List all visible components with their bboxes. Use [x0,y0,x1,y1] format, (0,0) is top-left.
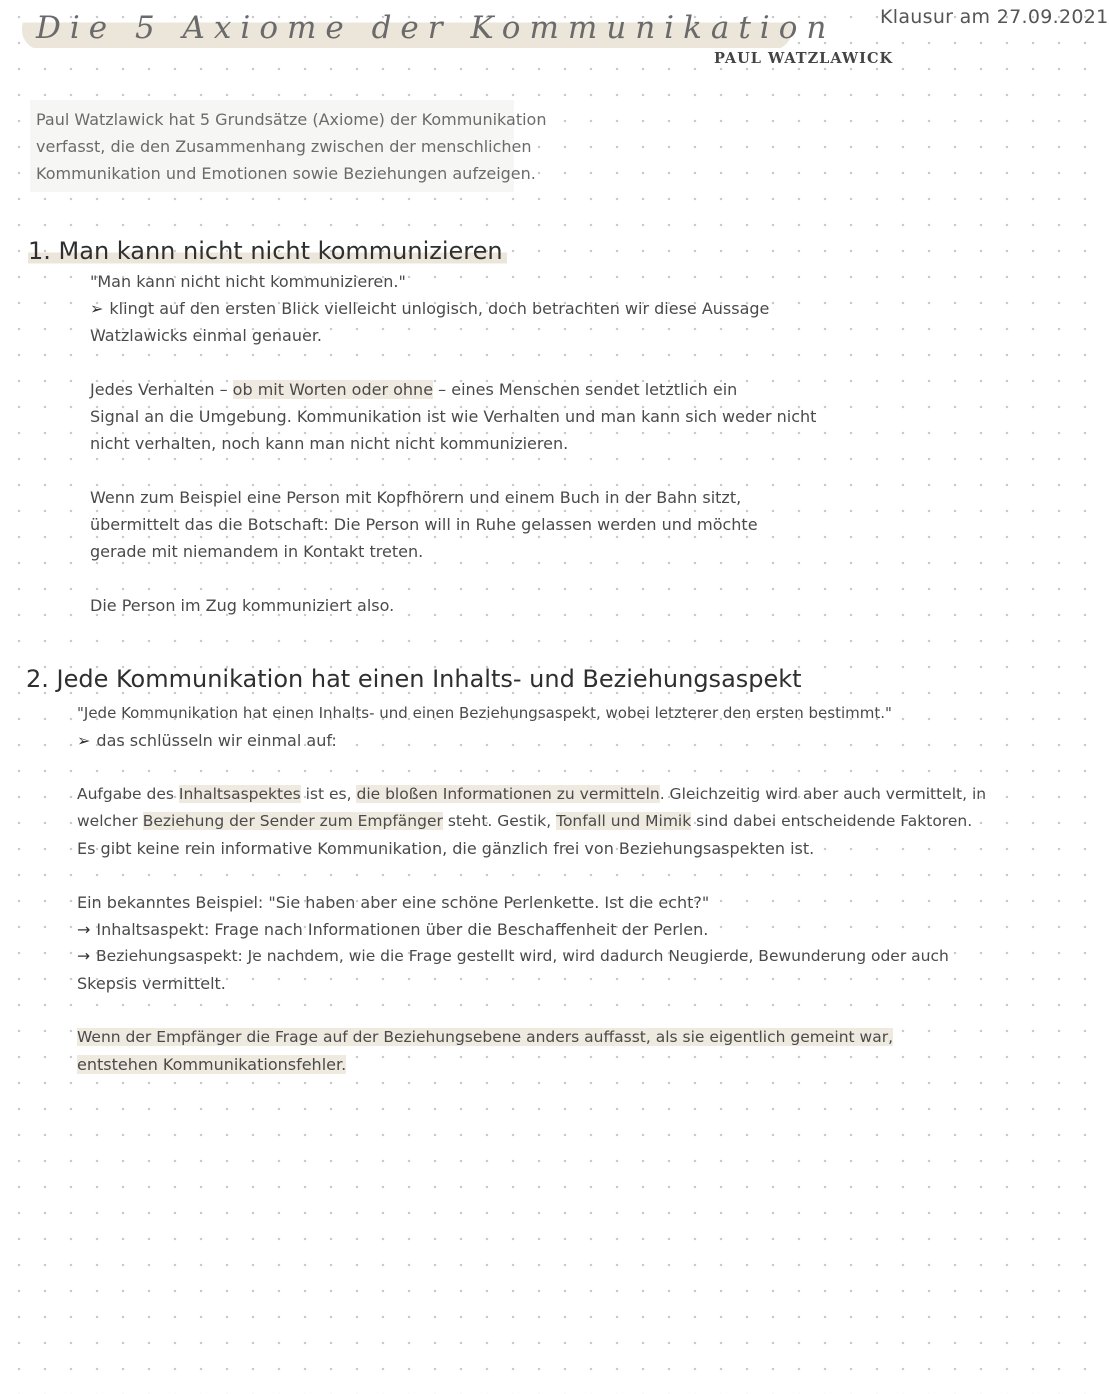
intro-line: Kommunikation und Emotionen sowie Beziehungen aufzeigen. [36,164,536,183]
section-heading-2: 2. Jede Kommunikation hat einen Inhalts- und Beziehungsaspekt [26,665,802,693]
section-1-body [90,268,816,619]
text-line: Signal an die Umgebung. Kommunikation ist wie Verhalten und man kann sich weder nicht [90,407,817,426]
exam-date: Klausur am 27.09.2021 [880,6,1109,28]
text-line: ➢ klingt auf den ersten Blick vielleicht unlogisch, doch betrachten wir diese Aussage [90,299,770,318]
highlight: Inhaltsaspektes [178,785,301,803]
text-line: nicht verhalten, noch kann man nicht nicht kommunizieren. [90,434,569,453]
highlight: Beziehung der Sender zum Empfänger [142,812,443,830]
text-line: Watzlawicks einmal genauer. [90,326,323,345]
author-name: PAUL WATZLAWICK [714,50,894,67]
text-line: → Beziehungsaspekt: Je nachdem, wie die Frage gestellt wird, wird dadurch Neugierde, Bewunderung oder auch [77,947,949,965]
text-line: Ein bekanntes Beispiel: "Sie haben aber eine schöne Perlenkette. Ist die echt?" [77,893,710,912]
quote: "Man kann nicht nicht kommunizieren." [90,272,406,291]
section-heading-1: 1. Man kann nicht nicht kommunizieren [28,236,507,266]
section-2-body [77,700,986,1078]
text-line: Jedes Verhalten – ob mit Worten oder ohne – eines Menschen sendet letztlich ein [90,380,738,399]
text-line [77,1024,986,1051]
text-line: Es gibt keine rein informative Kommunikation, die gänzlich frei von Beziehungsaspekten ist. [77,839,815,858]
arrow-bullet-icon: ➢ [77,731,91,750]
intro-box [30,100,547,192]
text-line: Wenn zum Beispiel eine Person mit Kopfhörern und einem Buch in der Bahn sitzt, [90,488,742,507]
quote: "Jede Kommunikation hat einen Inhalts- und einen Beziehungsaspekt, wobei letzterer den ersten bestimmt." [77,704,892,722]
text-line: Die Person im Zug kommuniziert also. [90,596,395,615]
intro-line: Paul Watzlawick hat 5 Grundsätze (Axiome) der Kommunikation [36,110,547,129]
page-title: Die 5 Axiome der Kommunikation [22,8,792,50]
text-line: → Inhaltsaspekt: Frage nach Informationen über die Beschaffenheit der Perlen. [77,920,709,939]
text-line: übermittelt das die Botschaft: Die Person will in Ruhe gelassen werden und möchte [90,515,758,534]
text-line: gerade mit niemandem in Kontakt treten. [90,542,424,561]
intro-line: verfasst, die den Zusammenhang zwischen der menschlichen [36,137,532,156]
highlight: die bloßen Informationen zu vermitteln [356,785,660,803]
highlight: ob mit Worten oder ohne [232,380,434,399]
text-line: Aufgabe des Inhaltsaspektes ist es, die bloßen Informationen zu vermitteln. Gleichzeitig wird aber auch vermittelt, in [77,785,987,803]
text-line: ➢ das schlüsseln wir einmal auf: [77,731,337,750]
highlight: entstehen Kommunikationsfehler. [77,1055,347,1074]
right-arrow-icon: → [77,920,91,939]
text-line [77,1051,986,1078]
text-line: welcher Beziehung der Sender zum Empfänger steht. Gestik, Tonfall und Mimik sind dabei entscheidende Faktoren. [77,812,973,830]
arrow-bullet-icon: ➢ [90,299,104,318]
highlight: Tonfall und Mimik [556,812,692,830]
right-arrow-icon: → [77,947,90,965]
highlight: Wenn der Empfänger die Frage auf der Beziehungsebene anders auffasst, als sie eigentlich gemeint war, [77,1028,893,1046]
text-line: Skepsis vermittelt. [77,974,226,993]
